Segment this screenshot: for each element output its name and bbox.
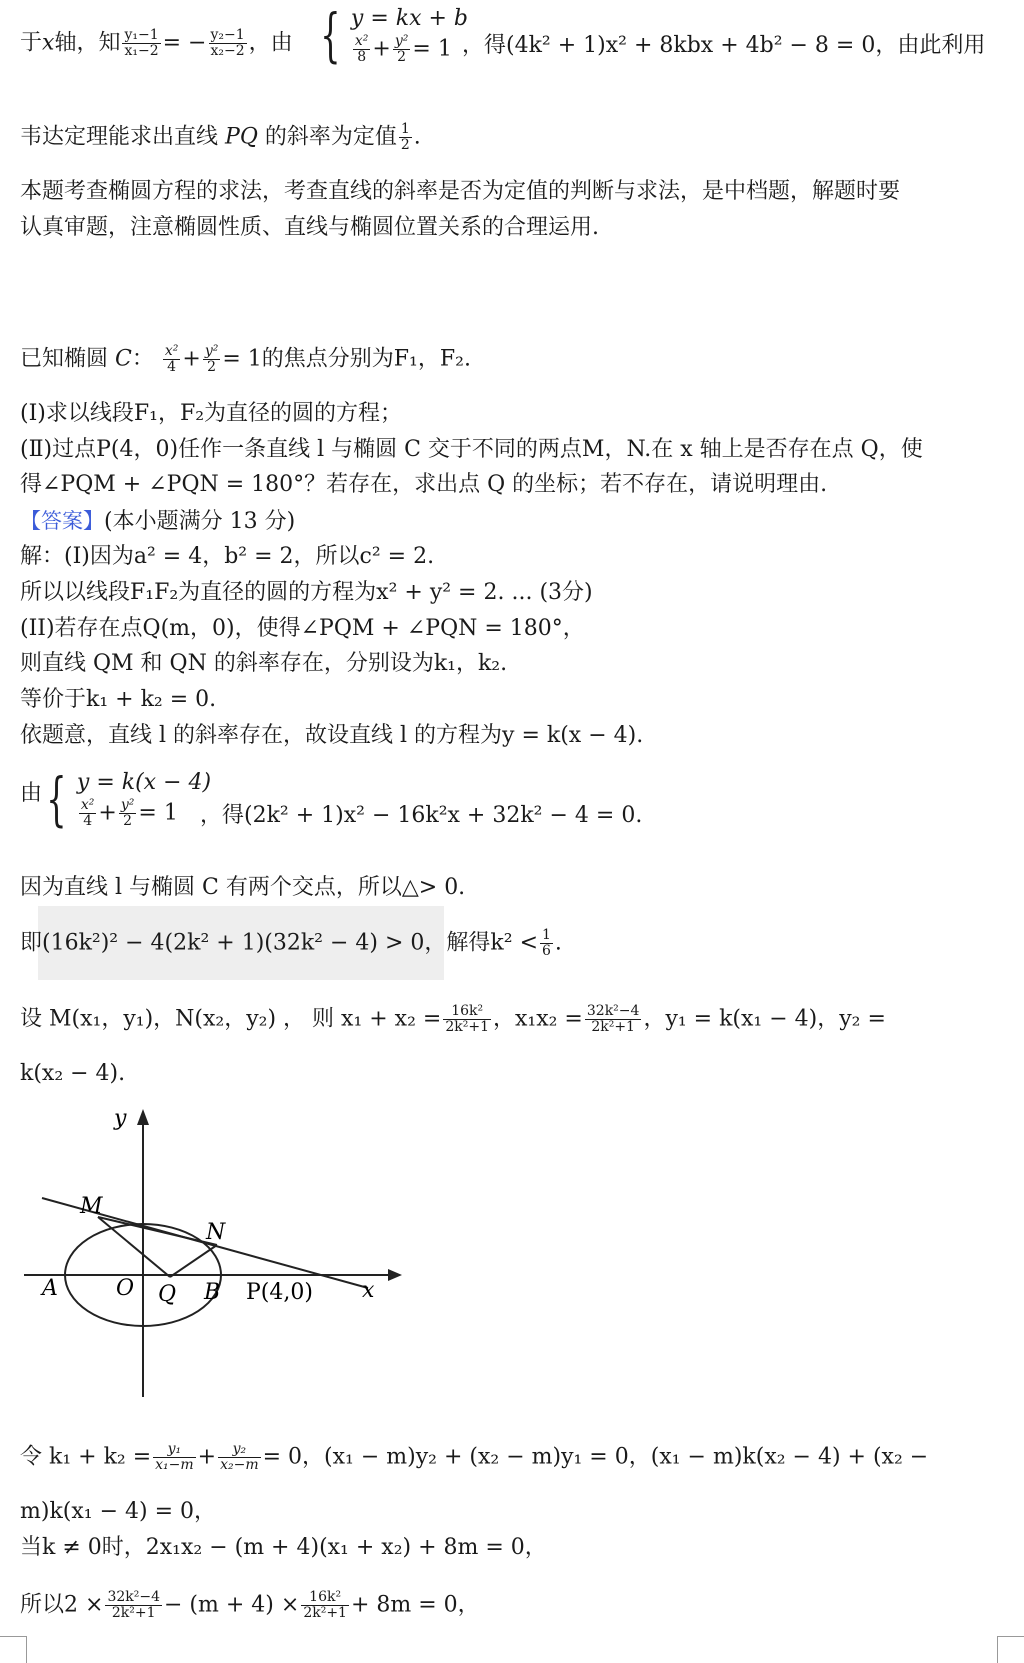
equation-system [38,764,212,833]
text: + [197,1444,217,1470]
text: − (m + 4) × [164,1592,300,1618]
math-var: C [115,346,132,372]
denominator: 4 [163,359,181,375]
numerator: 32k²−4 [586,1003,640,1019]
point-n-label: N [206,1220,226,1245]
text: ，x₁x₂ = [492,1006,583,1032]
text: = 0，(x₁ − m)y₂ + (x₂ − m)y₁ = 0，(x₁ − m)k(x₂ − 4) + (x₂ − [262,1444,929,1470]
numerator: y² [120,797,135,813]
denominator: 2k²+1 [105,1605,162,1621]
fraction [399,122,412,153]
numerator: y₁−1 [124,27,159,43]
numerator: 32k²−4 [107,1589,160,1605]
x-axis-arrow [388,1269,402,1281]
denominator: 2k²+1 [585,1019,642,1035]
fraction [203,344,221,375]
solution-line: 依题意，直线 l 的斜率存在，故设直线 l 的方程为y = k(x − 4). [20,723,644,748]
denominator: x₂−2 [209,43,247,59]
text: 即(16k²)² − 4(2k² + 1)(32k² − 4) > 0，解得k² < [20,930,538,956]
system-row: y = k(x − 4) [76,770,212,795]
solution-line [20,928,562,959]
denominator: 2k²+1 [303,1605,347,1621]
system-row [77,798,211,829]
fraction [540,928,553,959]
text: ： [131,346,154,372]
text: . [413,124,421,150]
line-2 [20,122,421,153]
system-row [351,34,468,65]
point-a-label: A [42,1276,58,1301]
y-label: y [114,1106,127,1131]
fraction [443,1004,491,1035]
denominator: 2 [203,359,221,375]
denominator: 6 [542,943,551,959]
numerator: x² [80,797,95,813]
text: = 1的焦点分别为F₁，F₂. [222,346,471,372]
solution-line: k(x₂ − 4). [20,1061,126,1086]
page-corner-mark [0,1636,27,1663]
brace: { [320,0,341,69]
answer-note: (本小题满分 13 分) [104,509,296,534]
paragraph-line: 本题考查椭圆方程的求法，考查直线的斜率是否为定值的判断与求法，是中档题，解题时要 [20,179,901,204]
fraction [353,34,371,65]
page-corner-mark [997,1636,1024,1663]
numerator: y₂−1 [210,27,245,43]
denominator: x₁−m [155,1457,194,1473]
question-part-2-cont: 得∠PQM + ∠PQN = 180°？若存在，求出点 Q 的坐标；若不存在，请说明理由. [20,472,828,497]
solution-line: 解：(I)因为a² = 4，b² = 2，所以c² = 2. [20,544,435,569]
text: + [98,800,117,826]
text: + [372,36,391,62]
paragraph-line: 认真审题，注意椭圆性质、直线与椭圆位置关系的合理运用. [20,215,599,240]
fraction [122,28,160,59]
fraction [393,34,411,65]
fraction [209,28,247,59]
fraction [585,1004,642,1035]
text: 由 [20,781,43,806]
question-part-1: (Ⅰ)求以线段F₁，F₂为直径的圆的方程； [20,401,403,426]
system-row: y = kx + b [350,6,468,31]
numerator: x² [164,343,179,359]
point-m-label: M [80,1194,103,1219]
math-var: PQ [225,124,258,150]
text: 于 [20,30,43,56]
numerator: y² [394,33,409,49]
denominator: 2 [400,137,410,153]
brace: { [46,764,67,833]
solution-line: 则直线 QM 和 QN 的斜率存在，分别设为k₁，k₂. [20,651,508,676]
point-o-label: O [116,1276,135,1301]
text: 的斜率为定值 [264,124,397,150]
numerator: 16k² [451,1003,484,1019]
question-part-2: (Ⅱ)过点P(4，0)任作一条直线 l 与椭圆 C 交于不同的两点M，N.在 x 轴上是否存在点 Q，使 [20,437,923,462]
text: + [182,346,201,372]
answer-header [20,507,295,536]
solution-line: ，得(2k² + 1)x² − 16k²x + 32k² − 4 = 0. [200,803,643,828]
point-q-label: Q [158,1282,177,1307]
text: . [554,930,562,956]
line-1 [20,28,293,59]
denominator: 8 [353,49,371,65]
fraction [163,344,181,375]
fraction [119,798,137,829]
segment-qn [170,1245,217,1277]
text: ，由 [248,30,293,56]
text: ，y₁ = k(x₁ − 4)，y₂ = [643,1006,886,1032]
denominator: 2 [393,49,411,65]
denominator: 2 [119,813,137,829]
text: 韦达定理能求出直线 [20,124,219,150]
denominator: x₂−m [220,1457,259,1473]
solution-line: 等价于k₁ + k₂ = 0. [20,687,217,712]
fraction [301,1590,349,1621]
numerator: x² [354,33,369,49]
text: 已知椭圆 [20,346,109,372]
fraction [153,1442,196,1473]
fraction [218,1442,261,1473]
solution-line: 因为直线 l 与椭圆 C 有两个交点，所以△> 0. [20,875,466,900]
math-var: x [42,30,55,56]
fraction [105,1590,162,1621]
solution-line [20,1590,480,1621]
numerator: y₂ [232,1441,247,1457]
fraction [79,798,97,829]
numerator: y² [204,343,219,359]
text: 所以2 × [20,1592,104,1618]
denominator: 4 [79,813,97,829]
denominator: x₁−2 [122,43,160,59]
numerator: 16k² [309,1589,342,1605]
text: = 1 [412,36,452,62]
point-b-label: B [204,1280,221,1305]
equation-system [312,0,468,69]
solution-line: 所以以线段F₁F₂为直径的圆的方程为x² + y² = 2. ... (3分) [20,580,593,605]
denominator: 2k²+1 [445,1019,489,1035]
solution-line: (II)若存在点Q(m，0)，使得∠PQM + ∠PQN = 180°， [20,616,585,641]
answer-tag: 【答案】 [20,509,104,533]
y-axis-arrow [137,1109,149,1125]
solution-line: m)k(x₁ − 4) = 0， [20,1499,217,1524]
text: + 8m = 0， [350,1592,480,1618]
text: 设 M(x₁，y₁)，N(x₂，y₂) ， 则 x₁ + x₂ = [20,1006,442,1032]
line-1-tail: ，得(4k² + 1)x² + 8kbx + 4b² − 8 = 0，由此利用 [462,33,986,58]
text: 轴，知 [54,30,121,56]
text: 令 k₁ + k₂ = [20,1444,152,1470]
point-p-label: P(4,0) [246,1280,313,1305]
solution-line [20,1442,928,1473]
numerator: 1 [400,121,410,137]
text: = − [162,30,207,56]
numerator: y₁ [167,1441,182,1457]
solution-line [20,1004,886,1035]
x-label: x [362,1278,375,1303]
text: = 1 [138,800,178,826]
ellipse-figure [20,1105,410,1405]
solution-line: 当k ≠ 0时，2x₁x₂ − (m + 4)(x₁ + x₂) + 8m = 0， [20,1535,547,1560]
numerator: 1 [542,927,551,943]
question-intro [20,344,471,375]
